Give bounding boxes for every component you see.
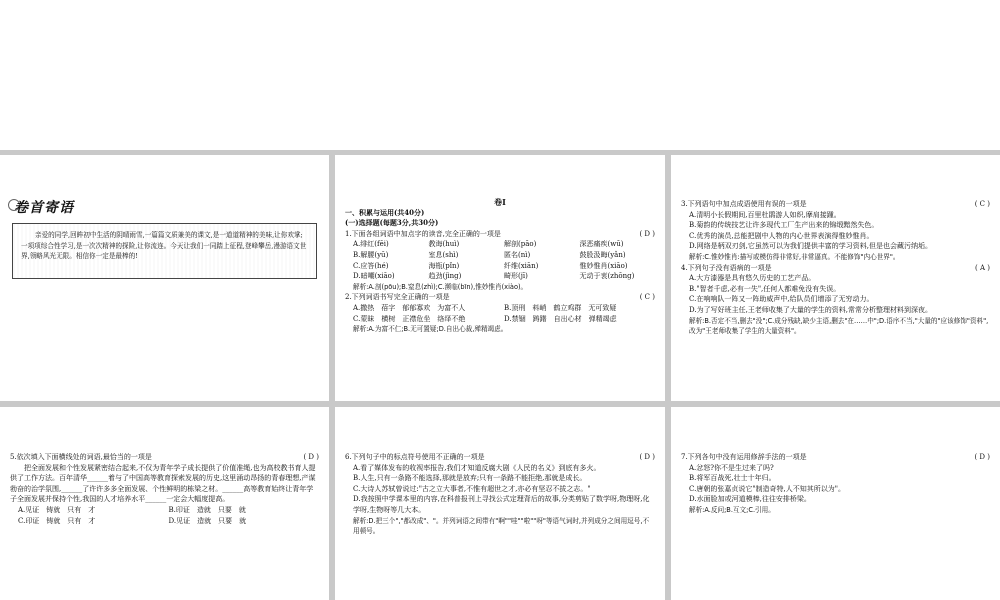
preface-text: 亲爱的同学,回眸初中生活的阴晴雨雪,一篇篇文质兼美的课文,是一道道精神的美味,让你欢掌;一项项综合性学习,是一次次精神的探险,让你流连。今天让我们一同踏上征程,登峰攀岳,漫游语文世界,领略风光无限。相信你一定是最棒的! [12,223,317,279]
explanation: 解析:A.反问;B.互文;C.引用。 [689,505,775,514]
option: D.禁锢 踌躇 自出心材 弹精竭虑 [504,314,617,323]
panel-q1-q2[interactable] [335,155,665,401]
preface-panel[interactable] [0,155,329,401]
answer-badge: ( C ) [974,200,990,208]
option: 教诲(huì) [428,240,460,249]
option: B.印证 造就 只要 就 [168,505,246,514]
option: C.大诗人苏轼曾说过:"古之立大事者,不惟有超世之才,亦必有坚忍不拔之志。" [353,484,591,493]
question-5 [10,452,319,463]
explanation: 解析:B.否定不当,删去"没";C.成分残缺,缺少主语,删去"在……中";D.语序不当,"大量的"应该修饰"资料",改为"王老师收集了学生的大量资料"。 [689,316,989,336]
q1-options [345,239,655,281]
option: 纤维(xiān) [504,261,539,270]
option: 室息(shì) [428,250,459,259]
option: D.见证 造就 只要 就 [168,516,247,525]
panel-q3-q4[interactable] [671,155,1000,401]
explanation: 解析:D.把三个","都改成"、"。并列词语之间带有"啊""哇""啦""呀"等语气词时,并列成分之间用逗号,不用顿号。 [353,516,650,536]
option: B."智者千虑,必有一失",任何人都难免没有失误。 [689,284,841,293]
explanation: 解析:C.惟妙惟肖:描写或模仿得非常好,非常逼真。不能修饰"内心世界"。 [689,252,900,261]
option: 惟妙惟肖(xiāo) [579,261,628,270]
explanation: 解析:A.为富不仁;B.无可置疑;D.自出心裁,殚精竭虑。 [353,325,508,334]
option: A.大方漆器是具有悠久历史的工艺产品。 [689,274,816,283]
question-stem: 6.下列句子中的标点符号使用不正确的一项是 [345,453,485,461]
option: B.解腰(yū) [353,250,389,259]
question-1 [345,229,655,240]
option: A.绯红(fēi) [353,240,389,249]
answer-badge: ( D ) [303,453,319,461]
option: D.为了写好班主任,王老师收集了大量的学生的资料,常常分析整理材料到深夜。 [689,305,933,314]
option: C.在响响队一阵又一阵助威声中,给队员们增添了无穷动力。 [689,295,874,304]
volume-title: 卷Ⅰ [494,197,506,207]
option: A.看了媒体发布的收视率报告,我们才知道反腐大剧《人民的名义》到底有多火。 [353,463,601,472]
option: D.我按照中学课本里的内容,在科普报刊上寻找公式定理背后的故事,分类剪贴了数学呀,物理呀,化学呀,生物呀等几大本。 [353,495,650,514]
passage: 把全面发展和个性发展紧密结合起来,不仅为青年学子成长提供了价值准绳,也为高校教书育人提供了工作方法。百年清华______着与了中国高等教育探索发展的历史,这里涌动昂扬的青春理想,产谋勃奋的治学氛围,______了许许多多全面发展、个性鲜明的栋梁之材。______高等教育始终让青年学子全面发展并保持个性,我国的人才培养水平______一定会大幅度提高。 [10,463,316,504]
option: 鼓股汲晦(yǎn) [579,250,626,259]
option: C.应答(hé) [353,261,389,270]
option: C.印证 铸就 只有 才 [18,516,96,525]
question-stem: 5.依次填入下面横线处的词语,最恰当的一项是 [10,453,152,461]
question-stem: 1.下面各组词语中加点字的读音,完全正确的一项是 [345,229,501,238]
option: A.撒热 蓓字 郁郁寡欢 为富不人 [353,303,466,312]
question-stem: 2.下列词语书写完全正确的一项是 [345,293,450,302]
panel-q6[interactable] [335,407,665,600]
option: C.唐朝的张嘉贞说它"制造奇特,人不知其所以为"。 [689,484,845,493]
question-4 [681,263,990,274]
question-2 [345,292,655,303]
question-6 [345,452,655,463]
option: 海瓶(pǐn) [428,261,460,270]
question-stem: 7.下列各句中没有运用修辞手法的一项是 [681,453,807,461]
preface-title: 卷首寄语 [14,200,74,216]
option: A.清明小长假期间,百里杜鹃游人如织,摩肩接踵。 [689,210,841,219]
q5-options [10,505,319,526]
panel-q5[interactable] [0,407,329,600]
answer-badge: ( D ) [639,453,655,461]
question-7 [681,452,990,463]
option: 深恶痛疾(wū) [579,240,624,249]
option: A.忿怒?你不是生过来了吗? [689,463,774,472]
option: A.见证 铸就 只有 才 [18,505,96,514]
section-heading: 一、积累与运用(共40分) [345,207,425,217]
answer-badge: ( C ) [639,293,655,302]
option: 解剖(pāo) [504,240,537,249]
option: C.蒙昧 横树 正襟危坐 络绎不绝 [353,314,466,323]
question-3 [681,199,990,210]
blank-top-area [0,0,1000,150]
option: D.暗嘲(xiāo) [353,272,395,281]
panel-q7[interactable] [671,407,1000,600]
answer-badge: ( A ) [975,263,990,272]
answer-badge: ( D ) [639,229,655,238]
option: C.优秀的演员,总能把剧中人物的内心世界表演得惟妙惟肖。 [689,231,874,240]
option: D.水面脸加或河道模棒,往往安排桥梁。 [689,495,811,504]
explanation: 解析:A.剖(pōu);B.窒息(zhì);C.濒临(bīn),惟妙惟肖(xiào)。 [353,282,528,291]
option: 趋劲(jìng) [428,272,462,281]
question-stem: 3.下列语句中加点成语使用有误的一项是 [681,200,807,208]
option: 匿名(nì) [504,250,531,259]
option: 畸形(jī) [504,272,528,281]
option: B.菊韵的传统技艺让许多现代工厂生产出来的锦缎黯然失色。 [689,221,879,230]
option: B.将军百战死,壮士十年归。 [689,474,776,483]
subsection-heading: (一)选择题(每题3分,共30分) [345,218,439,228]
option: 无动于衷(zhōng) [579,272,635,281]
question-stem: 4.下列句子没有语病的一项是 [681,263,772,272]
q2-options [345,303,655,324]
option: B.顶刑 料峭 鹤立鸡群 无可致疑 [504,303,617,312]
answer-badge: ( D ) [974,453,990,461]
option: D.网络是柄双刃剑,它虽然可以为我们提供丰富的学习资料,但是也会藏污纳垢。 [689,242,933,251]
option: B.人生,只有一条路不能选择,那就是放弃;只有一条路不能拒绝,那就是成长。 [353,474,587,483]
